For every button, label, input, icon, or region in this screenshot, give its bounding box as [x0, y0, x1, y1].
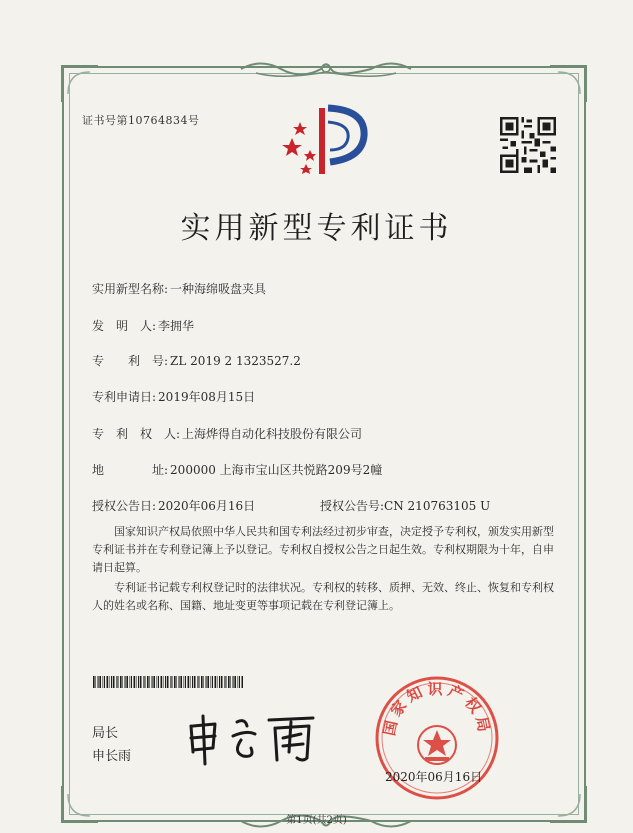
field-value: 一种海绵吸盘夹具 — [170, 282, 267, 296]
field-label: 授权公告号: — [320, 499, 385, 513]
field-label: 实用新型名称: — [92, 282, 169, 296]
field-announcement-number — [320, 497, 490, 514]
field-value: 200000 上海市宝山区共悦路209号2幢 — [170, 463, 383, 477]
corner-ornament-icon — [548, 64, 588, 104]
legal-status-statement: 专利证书记载专利权登记时的法律状况。专利权的转移、质押、无效、终止、恢复和专利权人的姓名或名称、国籍、地址变更等事项记载在专利登记簿上。 — [92, 581, 554, 612]
field-patent-number — [92, 352, 301, 369]
page-title: 实用新型专利证书 — [180, 211, 453, 246]
field-label: 专 利 号: — [92, 354, 169, 368]
grant-statement: 国家知识产权局依照中华人民共和国专利法经过初步审查，决定授予专利权，颁发实用新型专利证书并在专利登记簿上予以登记。专利权自授权公告之日起生效。专利权期限为十年，自申请日起算。 — [92, 525, 554, 574]
field-label: 地 址: — [92, 463, 169, 477]
field-value: CN 210763105 U — [384, 499, 491, 513]
seal-date: 2020年06月16日 — [385, 770, 483, 784]
page-number: 第1页(共2页) — [286, 815, 347, 826]
field-utility-model-name — [92, 280, 266, 297]
top-ornament-icon — [236, 58, 416, 80]
field-value: ZL 2019 2 1323527.2 — [170, 354, 301, 368]
field-inventor — [92, 317, 194, 334]
field-application-date — [92, 388, 255, 405]
field-label: 专利申请日: — [92, 390, 157, 404]
barcode-icon — [93, 676, 243, 688]
field-label: 授权公告日: — [92, 499, 157, 513]
field-grant-date — [92, 497, 255, 514]
field-label: 专 利 权 人: — [92, 427, 181, 441]
qr-code-icon — [500, 117, 556, 173]
field-value: 上海烨得自动化科技股份有限公司 — [182, 427, 363, 441]
field-value: 2019年08月15日 — [158, 390, 256, 404]
field-patentee — [92, 425, 362, 442]
field-label: 发 明 人: — [92, 319, 157, 333]
field-value: 李拥华 — [158, 319, 195, 333]
field-address — [92, 461, 382, 478]
director-title: 局长 — [92, 726, 119, 741]
field-value: 2020年06月16日 — [158, 499, 256, 513]
patent-office-emblem-icon — [282, 100, 372, 180]
signature-icon — [185, 712, 320, 767]
certificate-frame-inner — [69, 73, 579, 815]
director-name: 申长雨 — [92, 749, 132, 764]
corner-ornament-icon — [60, 64, 100, 104]
svg-text:国家知识产权局: 国家知识产权局 — [380, 679, 494, 738]
certificate-number: 证书号第10764834号 — [82, 114, 200, 127]
